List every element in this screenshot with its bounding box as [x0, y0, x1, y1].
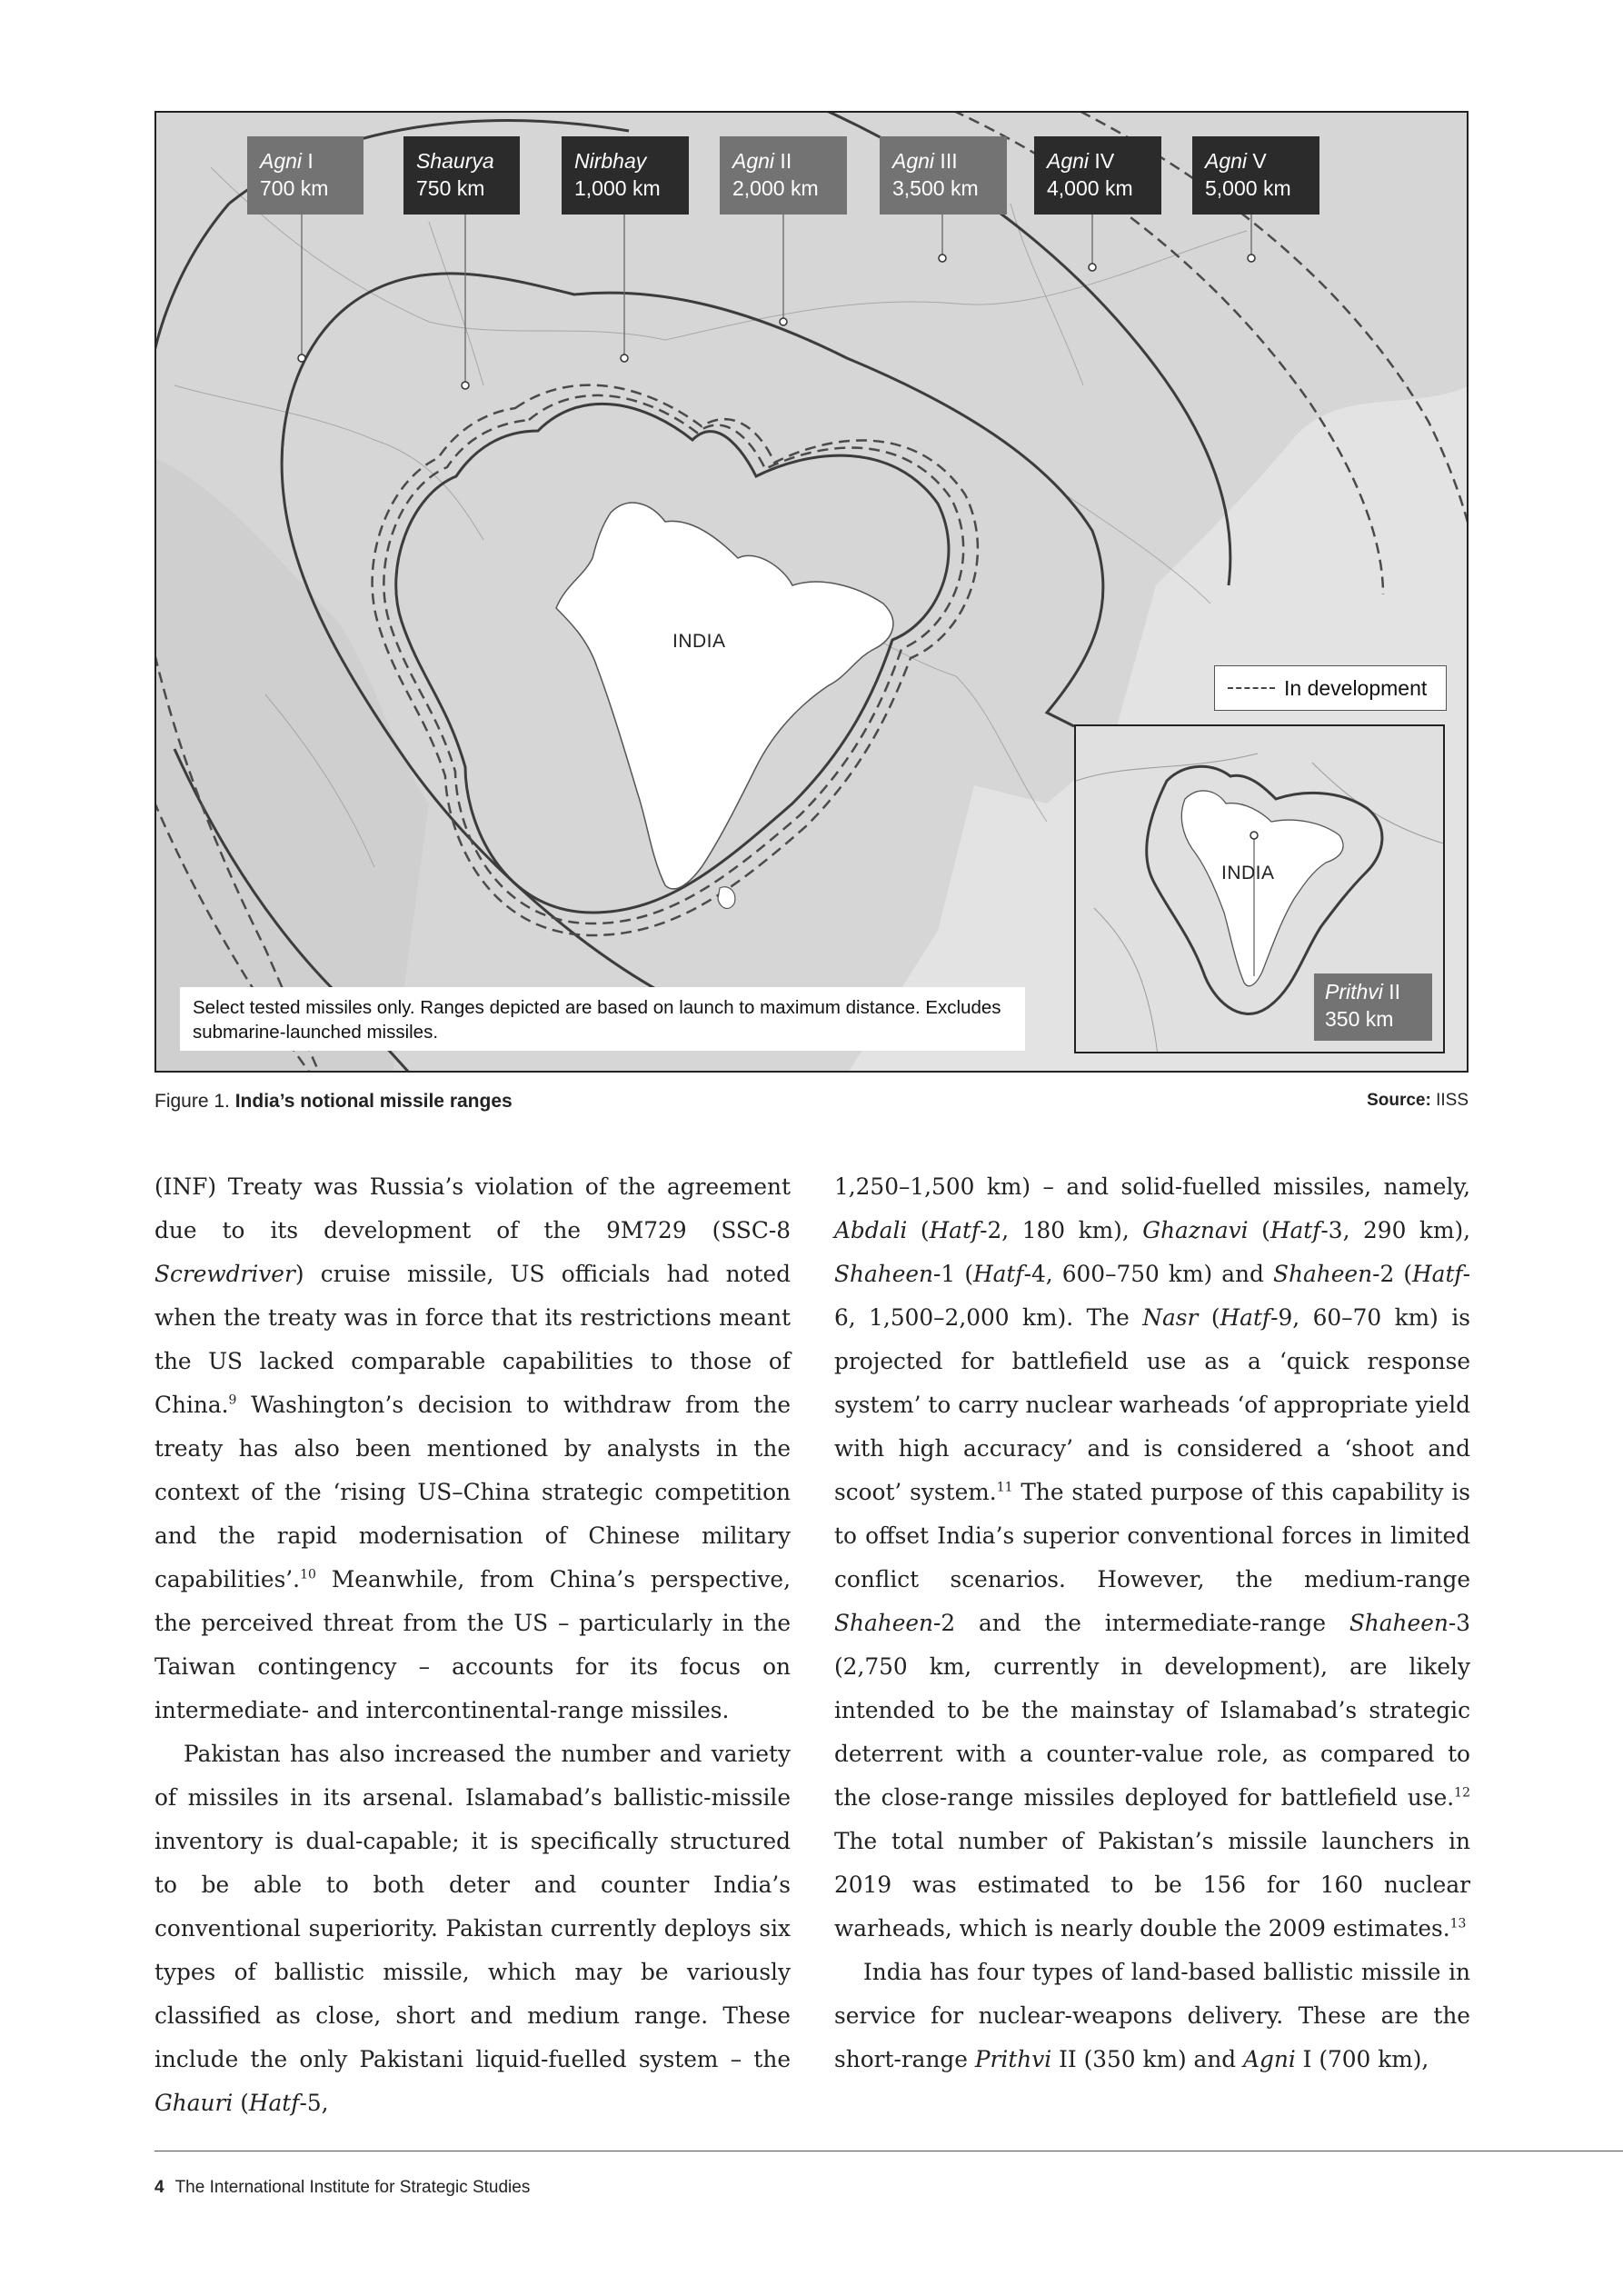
figure-note: Select tested missiles only. Ranges depicted are based on launch to maximum distance. Excludes submarine-launched missiles. — [180, 987, 1025, 1051]
agni-3-name: Agni — [892, 149, 935, 174]
footnote-ref[interactable]: 13 — [1449, 1916, 1467, 1932]
italic-term: Nasr — [1142, 1304, 1199, 1331]
agni-1-suffix: I — [302, 149, 314, 174]
map-legend — [1214, 665, 1447, 711]
missile-range-map — [154, 111, 1469, 1073]
italic-term: Hatf — [973, 1261, 1024, 1287]
figure-source — [1367, 1091, 1469, 1111]
page-footer — [154, 2178, 530, 2198]
dashed-line-swatch — [1228, 687, 1275, 689]
agni-2-name: Agni — [732, 149, 775, 174]
footnote-ref[interactable]: 11 — [996, 1480, 1013, 1495]
italic-term: Agni — [1243, 2046, 1296, 2072]
agni-3-suffix: III — [934, 149, 958, 174]
publisher-name: The International Institute for Strategic Studies — [174, 2178, 531, 2197]
agni-1-label — [247, 136, 363, 215]
shaurya-name: Shaurya — [416, 149, 494, 174]
left-paragraph-2: Pakistan has also increased the number and variety of missiles in its arsenal. Islamabad’s ballistic-missile inventory is dual-capable; it is specifically structured to be able to both deter and counter India’s conventional superiority. Pakistan currently deploys six types of ballistic missile, which may be variously classified as close, short and medium range. These include the only Pakistani liquid-fuelled system – the Ghauri (Hatf-5, — [154, 1741, 791, 2116]
prithvi-suffix: II — [1382, 980, 1401, 1003]
nirbhay-label — [562, 136, 689, 215]
agni-2-label — [720, 136, 847, 215]
right-column — [834, 1165, 1470, 2081]
agni-2-suffix: II — [774, 149, 792, 174]
shaurya-range: 750 km — [416, 176, 485, 200]
agni-3-range: 3,500 km — [892, 176, 979, 200]
agni-4-suffix: IV — [1089, 149, 1115, 174]
india-map-label: INDIA — [672, 631, 726, 652]
prithvi-2-label — [1314, 973, 1432, 1041]
agni-3-label — [880, 136, 1007, 215]
italic-term: Hatf — [929, 1217, 981, 1243]
inset-india-label: INDIA — [1221, 863, 1275, 883]
prithvi-name: Prithvi — [1325, 980, 1383, 1003]
italic-term: Ghauri — [154, 2090, 234, 2116]
shaurya-label — [403, 136, 520, 215]
right-paragraph-1: 1,250–1,500 km) – and solid-fuelled missiles, namely, Abdali (Hatf-2, 180 km), Ghaznavi (Hatf-3, 290 km), Shaheen-1 (Hatf-4, 600–750 km) and Shaheen-2 (Hatf-6, 1,500–2,000 km). The Nasr (Hatf-9, 60–70 km) is projected for battlefield use as a ‘quick response system’ to carry nuclear warheads ‘of appropriate yield with high accuracy’ and is considered a ‘shoot and scoot’ system.$^{11}$ The stated purpose of this capability is to offset India’s superior conventional forces in limited conflict scenarios. However, the medium-range Shaheen-2 and the intermediate-range Shaheen-3 (2,750 km, currently in development), are likely intended to be the mainstay of Islamabad’s strategic deterrent with a counter-value role, as compared to the close-range missiles deployed for battlefield use.$^{12}$ The total number of Pakistan’s missile launchers in 2019 was estimated to be 156 for 160 nuclear warheads, which is nearly double the 2009 estimates.$^{13}$ — [834, 1173, 1471, 1942]
nirbhay-name: Nirbhay — [574, 149, 647, 174]
footnote-ref[interactable]: 10 — [300, 1567, 316, 1582]
caption-prefix: Figure 1. — [154, 1091, 235, 1112]
inset-map — [1074, 724, 1445, 1053]
agni-4-name: Agni — [1047, 149, 1090, 174]
right-paragraph-2: India has four types of land-based ballistic missile in service for nuclear-weapons delivery. These are the short-range Prithvi II (350 km) and Agni I (700 km), — [834, 1959, 1470, 2072]
caption-title: India’s notional missile ranges — [234, 1091, 513, 1112]
source-value: IISS — [1436, 1091, 1469, 1110]
italic-term: Shaheen — [834, 1261, 934, 1287]
agni-4-label — [1034, 136, 1161, 215]
italic-term: Prithvi — [974, 2046, 1052, 2072]
agni-2-range: 2,000 km — [732, 176, 819, 200]
agni-1-range: 700 km — [260, 176, 329, 200]
agni-5-label — [1192, 136, 1319, 215]
italic-term: Shaheen — [1349, 1610, 1449, 1636]
left-paragraph-1: (INF) Treaty was Russia’s violation of the agreement due to its development of the 9M729 (SSC-8 Screwdriver) cruise missile, US officials had noted when the treaty was in force that its restrictions meant the US lacked comparable capabilities to those of China.$^9$ Washington’s decision to withdraw from the treaty has also been mentioned by analysts in the context of the ‘rising US–China strategic competition and the rapid modernisation of Chinese military capabilities’.$^{10}$ Meanwhile, from China’s perspective, the perceived threat from the US – particularly in the Taiwan contingency – accounts for its focus on intermediate- and intercontinental-range missiles. — [154, 1173, 791, 1723]
italic-term: Screwdriver — [154, 1261, 295, 1287]
agni-5-name: Agni — [1205, 149, 1248, 174]
page-number: 4 — [154, 2178, 164, 2197]
legend-label: In development — [1284, 675, 1428, 700]
agni-5-range: 5,000 km — [1205, 176, 1291, 200]
italic-term: Shaheen — [1273, 1261, 1373, 1287]
italic-term: Ghaznavi — [1142, 1217, 1249, 1243]
footnote-ref[interactable]: 9 — [228, 1393, 237, 1408]
source-label: Source: — [1367, 1091, 1431, 1110]
italic-term: Hatf — [1270, 1217, 1321, 1243]
footnote-ref[interactable]: 12 — [1454, 1785, 1470, 1801]
prithvi-range: 350 km — [1325, 1006, 1394, 1031]
italic-term: Hatf — [1412, 1261, 1463, 1287]
italic-term: Shaheen — [834, 1610, 934, 1636]
agni-5-suffix: V — [1247, 149, 1267, 174]
left-column — [154, 1165, 791, 2125]
agni-1-name: Agni — [260, 149, 303, 174]
figure-caption — [154, 1091, 513, 1113]
italic-term: Hatf — [248, 2090, 300, 2116]
italic-term: Abdali — [834, 1217, 908, 1243]
italic-term: Hatf — [1220, 1304, 1271, 1331]
nirbhay-range: 1,000 km — [574, 176, 661, 200]
agni-4-range: 4,000 km — [1047, 176, 1133, 200]
